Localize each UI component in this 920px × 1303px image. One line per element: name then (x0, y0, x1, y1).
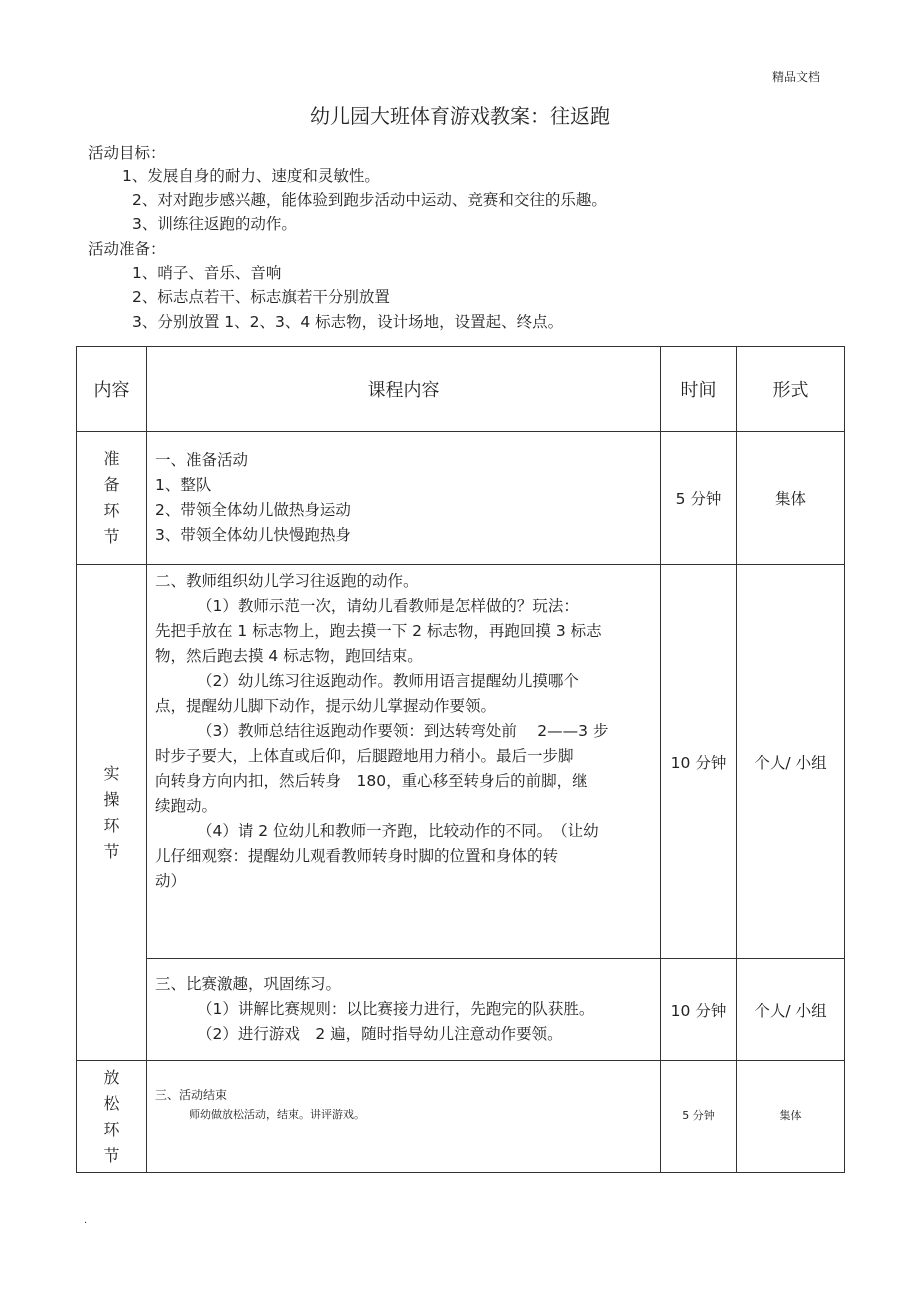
content-line: （4）请 2 位幼儿和教师一齐跑，比较动作的不同。 （让幼 (197, 822, 599, 840)
content-cell (147, 432, 661, 565)
stage-char: 环 (103, 501, 120, 520)
header-cell: 形式 (737, 347, 845, 432)
header-cell: 内容 (77, 347, 147, 432)
stage-char: 实 (103, 763, 120, 783)
stage-char: 松 (103, 1093, 120, 1113)
content-line: 先把手放在 1 标志物上，跑去摸一下 2 标志物，再跑回摸 3 标志 (155, 622, 602, 640)
content-cell (147, 1061, 661, 1173)
table-row (77, 959, 845, 1061)
header-cell: 课程内容 (147, 347, 661, 432)
content-line: 三、比赛激趣，巩固练习。 (155, 975, 342, 993)
stage-char: 操 (103, 789, 120, 809)
content-line: 2、带领全体幼儿做热身运动 (155, 501, 351, 519)
lesson-plan-table (76, 346, 845, 1173)
content-line: （3）教师总结往返跑动作要领：到达转弯处前 2——3 步 (197, 722, 609, 740)
time-cell: 5 分钟 (661, 1061, 737, 1173)
form-cell: 集体 (737, 432, 845, 565)
goal-item: 2、对对跑步感兴趣，能体验到跑步活动中运动、竞赛和交往的乐趣。 (132, 191, 607, 209)
form-cell: 集体 (737, 1061, 845, 1173)
content-line: 儿仔细观察：提醒幼儿观看教师转身时脚的位置和身体的转 (155, 847, 559, 865)
table-row (77, 432, 845, 565)
content-line: 1、整队 (155, 476, 212, 494)
content-line: 三、活动结束 (155, 1088, 228, 1102)
stage-char: 环 (103, 815, 120, 835)
prep-item: 1、哨子、音乐、音响 (132, 264, 282, 282)
goal-item: 3、训练往返跑的动作。 (132, 215, 297, 233)
stage-char: 节 (103, 841, 120, 861)
prep-item: 2、标志点若干、标志旗若干分别放置 (132, 288, 390, 306)
content-line: 向转身方向内扣，然后转身 180，重心移至转身后的前脚，继 (155, 772, 588, 790)
stage-char: 放 (103, 1067, 120, 1087)
table-row (77, 565, 845, 959)
stage-cell (77, 432, 147, 565)
content-line: 续跑动。 (155, 797, 218, 815)
time-cell: 10 分钟 (661, 959, 737, 1061)
content-line: 动） (155, 872, 187, 890)
content-line: （1）教师示范一次，请幼儿看教师是怎样做的？玩法： (197, 597, 579, 615)
prep-item: 3、分别放置 1、2、3、4 标志物，设计场地，设置起、终点。 (132, 313, 564, 331)
content-line: 二、教师组织幼儿学习往返跑的动作。 (155, 572, 419, 590)
content-cell (147, 959, 661, 1061)
time-cell: 10 分钟 (661, 565, 737, 959)
stage-char: 备 (103, 475, 120, 494)
stage-char: 节 (103, 1145, 120, 1165)
content-line: （2）进行游戏 2 遍，随时指导幼儿注意动作要领。 (197, 1025, 563, 1043)
time-cell: 5 分钟 (661, 432, 737, 565)
goal-item: 1、发展自身的耐力、速度和灵敏性。 (122, 167, 380, 185)
stage-char: 准 (103, 449, 120, 468)
form-cell: 个人/ 小组 (737, 565, 845, 959)
content-line: 点，提醒幼儿脚下动作，提示幼儿掌握动作要领。 (155, 697, 497, 715)
stage-cell (77, 1061, 147, 1173)
table-header-row (77, 347, 845, 432)
footer-mark: . (84, 1215, 88, 1226)
watermark: 精品文档 (772, 70, 821, 84)
prep-label: 活动准备： (88, 240, 166, 258)
stage-char: 节 (103, 527, 120, 546)
header-cell: 时间 (661, 347, 737, 432)
stage-char: 环 (103, 1119, 120, 1139)
content-line: 3、带领全体幼儿快慢跑热身 (155, 526, 351, 544)
form-cell: 个人/ 小组 (737, 959, 845, 1061)
content-line: 物，然后跑去摸 4 标志物，跑回结束。 (155, 647, 423, 665)
content-line: 时步子要大，上体直或后仰，后腿蹬地用力稍小。最后一步脚 (155, 747, 574, 765)
content-line: 一、准备活动 (155, 451, 249, 469)
table-row (77, 1061, 845, 1173)
stage-cell (77, 565, 147, 1061)
goals-label: 活动目标： (88, 144, 166, 162)
page-title: 幼儿园大班体育游戏教案：往返跑 (310, 104, 610, 128)
content-cell (147, 565, 661, 959)
content-line: 师幼做放松活动，结束。讲评游戏。 (189, 1108, 365, 1121)
content-line: （2）幼儿练习往返跑动作。教师用语言提醒幼儿摸哪个 (197, 672, 579, 690)
content-line: （1）讲解比赛规则：以比赛接力进行，先跑完的队获胜。 (197, 1000, 595, 1018)
